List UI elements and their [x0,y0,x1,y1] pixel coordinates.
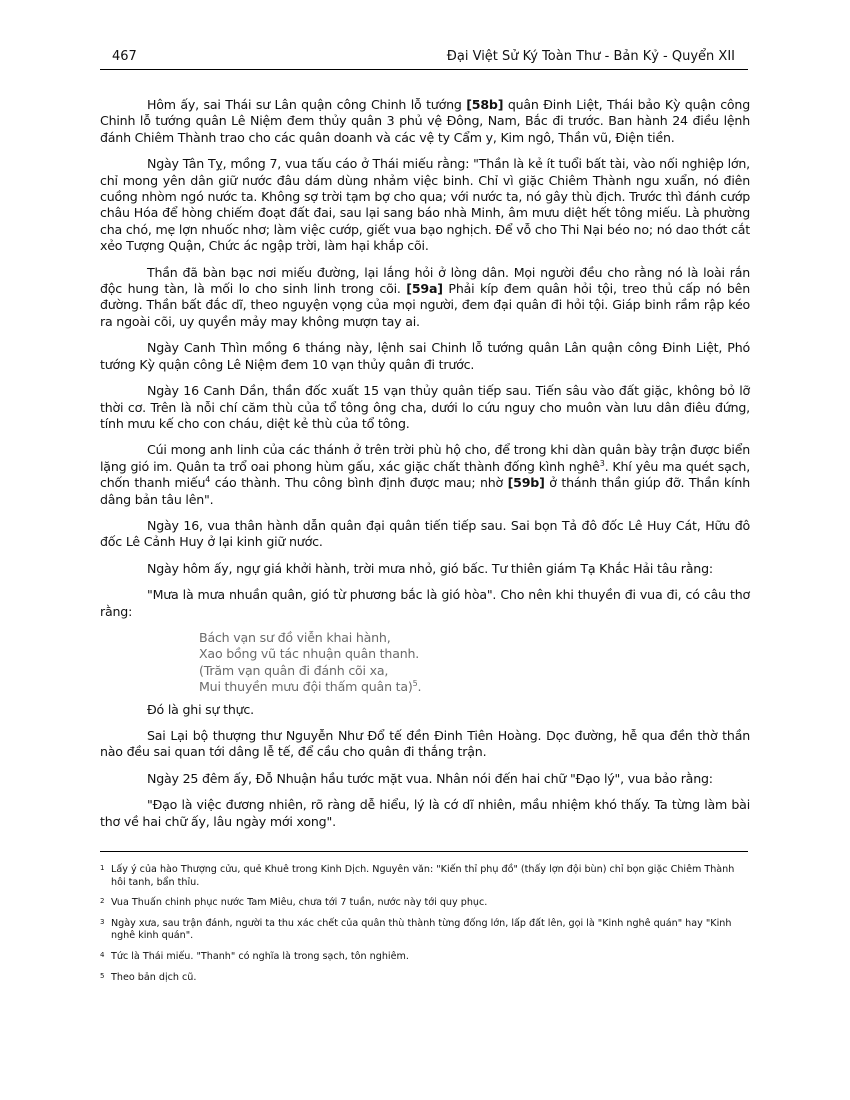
text-run: Phải kíp đem quân hỏi tội, treo thủ cấp nó bên đường. Thần bất đắc dĩ, theo nguyện vọng của mọi người, đem đại quân đi hỏi tội. Giáp binh rầm rập kéo ra ngoài cõi, uy quyền mảy may không mượn tay ai. [100,281,750,329]
text-run: Thần đã bàn bạc nơi miếu đường, lại lắng hỏi ở lòng dân. Mọi người đều cho rằng nó là loài rắn độc hung tàn, là mối lo cho sinh linh trong cõi. [100,264,750,297]
paragraph: Ngày Tân Tỵ, mồng 7, vua tấu cáo ở Thái miếu rằng: "Thần là kẻ ít tuổi bất tài, vào nối nghiệp lớn, chỉ mong yên dân giữ nước đâu dám dùng nhảm việc binh. Chỉ vì giặc Chiêm Thành ngu xuẩn, nó điên cuồng nhòm ngó nước ta. Không sợ trời tạm bợ cho qua; với nước ta, nó gây thù địch. Trước thì đánh cướp châu Hóa để hòng chiếm đoạt đất đai, sau lại sang báo nhà Minh, âm mưu diệt hết tông miếu. Là phường cha chó, mẹ lợn nhuốc nhơ; làm việc cướp, giết vua bạo nghịch. Để vỗ cho Thi Nại béo no; nó dao thớt cắt xẻo Tượng Quận, Chức ác ngập trời, làm hại khắp cõi. [100,156,750,254]
footnote-text: Vua Thuấn chinh phục nước Tam Miêu, chưa tới 7 tuần, nước này tới quy phục. [111,897,488,909]
text-run: . [417,679,422,695]
footnote [100,918,750,943]
footnote-text: Theo bản dịch cũ. [111,971,197,983]
page-ref: [59a] [406,281,443,297]
paragraph: Đó là ghi sự thực. [147,701,254,717]
paragraph: Ngày hôm ấy, ngự giá khởi hành, trời mưa nhỏ, gió bấc. Tư thiên giám Tạ Khắc Hải tâu rằng: [147,560,713,576]
paragraph: Ngày 16 Canh Dần, thần đốc xuất 15 vạn thủy quân tiếp sau. Tiến sâu vào đất giặc, không bỏ lỡ thời cơ. Trên là nỗi chí căm thù của tổ tông ông cha, dưới lo cứu nguy cho muôn vàn lưu dân điêu đứng, tính mưu kế cho con cháu, diệt kẻ thù của tổ tông. [100,383,750,431]
header-title: Đại Việt Sử Ký Toàn Thư - Bản Kỷ - Quyển XII [446,49,735,64]
poem-line: Bách vạn sư đồ viễn khai hành, [199,629,391,645]
footnote [100,864,750,889]
paragraph: "Mưa là mưa nhuần quân, gió từ phương bắc là gió hòa". Cho nên khi thuyền đi vua đi, có câu thơ rằng: [100,587,750,619]
page-ref: [59b] [507,475,545,491]
footnote [100,897,750,910]
text-run: . Khí yêu ma quét sạch, chốn thanh miếu [100,458,750,491]
main-text [100,97,750,840]
paragraph: Sai Lại bộ thượng thư Nguyễn Như Đổ tế đền Đinh Tiên Hoàng. Dọc đường, hễ qua đền thờ thần nào đều sai quan tới dâng lễ tế, để cầu cho quân đi thắng trận. [100,728,750,760]
text-run: ở thánh thần giúp đỡ. Thần kính dâng bản tâu lên". [100,475,750,507]
footnote-rule [100,851,748,852]
footnotes [100,864,750,992]
footnote-number: 3 [100,917,105,926]
paragraph: Ngày 25 đêm ấy, Đỗ Nhuận hầu tước mặt vua. Nhân nói đến hai chữ "Đạo lý", vua bảo rằng: [147,770,713,786]
text-run: quân Đinh Liệt, Thái bảo Kỳ quận công Chinh lỗ tướng quân Lê Niệm đem thủy quân 3 phủ vệ Đông, Nam, Bắc đi trước. Ban hành 24 điều lệnh đánh Chiêm Thành trao cho các quân doanh và các vệ ty Cẩm y, Kim ngô, Thần vũ, Điện tiền. [100,97,751,145]
footnote-ref: 3 [599,458,605,468]
footnote-ref: 5 [412,679,418,688]
footnote-number: 2 [100,897,105,906]
poem [199,630,750,696]
paragraph [100,265,750,331]
footnote [100,972,750,985]
page-header [112,49,747,71]
footnote-text: Tức là Thái miếu. "Thanh" có nghĩa là trong sạch, tôn nghiêm. [111,950,409,962]
text-run: Cúi mong anh linh của các thánh ở trên trời phù hộ cho, để trong khi dàn quân bày trận được biển lặng gió im. Quân ta trổ oai phong hùm gấu, xác giặc chất thành đống kình nghê [100,442,750,474]
header-rule [100,69,748,70]
poem-line: (Trăm vạn quân đi đánh cõi xa, [199,662,389,678]
text-run: cáo thành. Thu công bình định được mau; nhờ [210,475,508,491]
footnote-number: 4 [100,950,105,959]
poem-line [199,679,750,695]
footnote-text: Lấy ý của hào Thượng cửu, quẻ Khuê trong Kinh Dịch. Nguyên văn: "Kiến thỉ phụ đồ" (thấy lợn đội bùn) chỉ bọn giặc Chiêm Thành hôi tanh, bẩn thỉu. [111,864,735,888]
footnote-number: 1 [100,864,105,872]
footnote-number: 5 [100,971,105,980]
paragraph: "Đạo là việc đương nhiên, rõ ràng dễ hiểu, lý là cớ dĩ nhiên, mầu nhiệm khó thấy. Ta từng làm bài thơ về hai chữ ấy, lâu ngày mới xong". [100,797,750,829]
paragraph: Ngày 16, vua thân hành dẫn quân đại quân tiến tiếp sau. Sai bọn Tả đô đốc Lê Huy Cát, Hữu đô đốc Lê Cảnh Huy ở lại kinh giữ nước. [100,517,750,550]
footnote-ref: 4 [205,474,211,484]
poem-line: Xao bồng vũ tác nhuận quân thanh. [199,646,420,662]
paragraph [100,442,750,508]
footnote-text: Ngày xưa, sau trận đánh, người ta thu xác chết của quân thù thành từng đống lớn, lấp đất lên, gọi là "Kinh nghê quán" hay "Kinh nghê kinh quán". [111,917,732,942]
footnote [100,951,750,964]
page-ref: [58b] [466,97,504,112]
paragraph: Ngày Canh Thìn mồng 6 tháng này, lệnh sai Chinh lỗ tướng quân Lân quận công Đinh Liệt, Phó tướng Kỳ quận công Lê Niệm đem 10 vạn thủy quân đi trước. [100,340,750,372]
page-number: 467 [112,49,137,64]
text-run: Hôm ấy, sai Thái sư Lân quận công Chinh lỗ tướng [147,97,467,112]
paragraph [100,97,750,146]
text-run: Mui thuyền mưu đội thấm quân ta) [199,679,413,695]
